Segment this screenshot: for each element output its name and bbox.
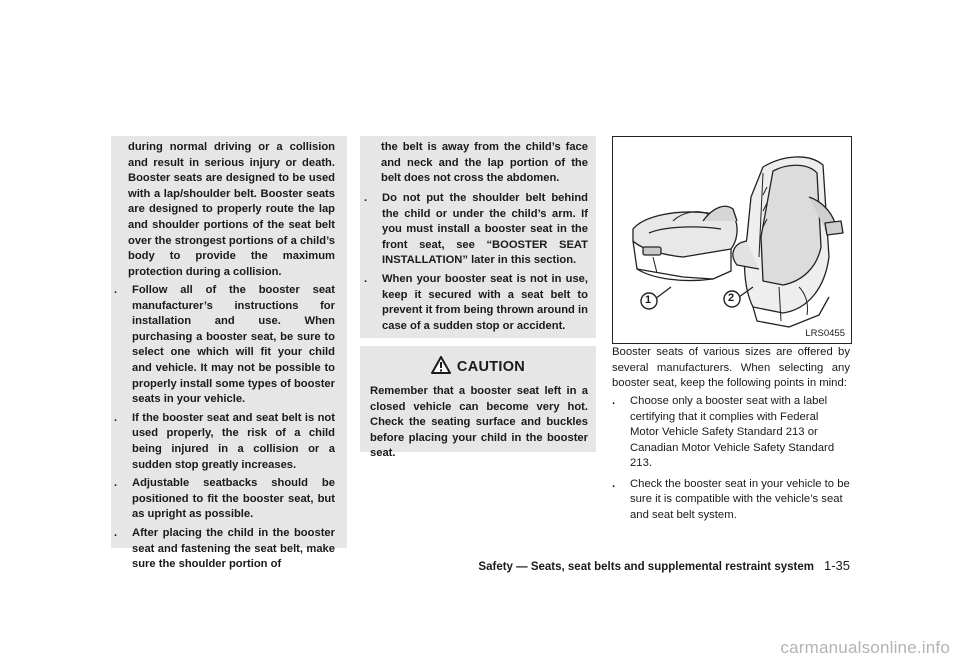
list-item: . Do not put the shoulder belt behind the child or under the child’s arm. If you must install a booster seat in the front seat, see “BOOSTER SEAT INSTALLATION” later in this section. — [364, 192, 588, 267]
bullet-dot: . — [114, 477, 118, 490]
bullet-dot: . — [114, 526, 118, 539]
watermark: carmanualsonline.info — [780, 638, 950, 657]
list-item: . Follow all of the booster seat manufacturer’s instructions for installation and use. When purchasing a booster seat, be sure to select one which will fit your child and vehicle. It may not be possible to properly install some types of booster seats in your vehicle. — [114, 284, 335, 406]
caution-text: Remember that a booster seat left in a closed vehicle can become very hot. Check the seating surface and buckles before placing your child in the booster seat. — [370, 385, 588, 460]
bullet-dot: . — [364, 192, 368, 204]
right-intro-text: Booster seats of various sizes are offered by several manufacturers. When selecting any booster seat, keep the following points in mind: — [612, 346, 850, 389]
list-item: . After placing the child in the booster seat and fastening the seat belt, make sure the shoulder portion of — [114, 526, 335, 571]
footer-section-title: Safety — Seats, seat belts and supplemental restraint system — [478, 561, 814, 573]
callout-1-label: 1 — [645, 294, 652, 306]
bullet-dot: . — [612, 477, 616, 490]
warning-triangle-icon — [431, 356, 451, 374]
page-number: 1-35 — [823, 558, 850, 573]
list-item: . Check the booster seat in your vehicle to be sure it is compatible with the vehicle’s seat and seat belt system. — [612, 477, 850, 521]
bullet-dot: . — [364, 272, 368, 285]
middle-bullet-list — [364, 191, 588, 337]
page-footer — [478, 558, 850, 573]
caution-heading — [360, 356, 596, 378]
left-continuation-text: during normal driving or a collision and result in serious injury or death. Booster seats are designed to be used with a lap/shoulder belt. Booster seats are designed to properly route the lap and shoulder portions of the seat belt over the strongest portions of a child’s body to provide the maximum protection during a collision. — [128, 141, 335, 278]
right-bullet-list — [612, 394, 850, 528]
figure-code: LRS0455 — [805, 328, 845, 339]
bullet-dot: . — [612, 395, 616, 407]
middle-continuation-text: the belt is away from the child’s face and neck and the lap portion of the belt does not cross the abdomen. — [381, 141, 588, 185]
bullet-dot: . — [114, 411, 118, 424]
list-item: . If the booster seat and seat belt is not used properly, the risk of a child being injured in a collision or a sudden stop greatly increases. — [114, 411, 335, 471]
list-item: . When your booster seat is not in use, keep it secured with a seat belt to prevent it from being thrown around in case of a sudden stop or accident. — [364, 272, 588, 332]
list-item: . Adjustable seatbacks should be positioned to fit the booster seat, but as upright as possible. — [114, 477, 335, 521]
booster-seat-figure — [612, 136, 852, 344]
callout-2-label: 2 — [728, 292, 735, 304]
booster-seats-illustration — [613, 137, 851, 343]
bullet-dot: . — [114, 284, 118, 296]
list-item: . Choose only a booster seat with a label certifying that it complies with Federal Motor Vehicle Safety Standard 213 or Canadian Motor Vehicle Safety Standard 213. — [612, 395, 835, 469]
caution-title: CAUTION — [456, 359, 526, 375]
left-bullet-list — [114, 283, 335, 576]
